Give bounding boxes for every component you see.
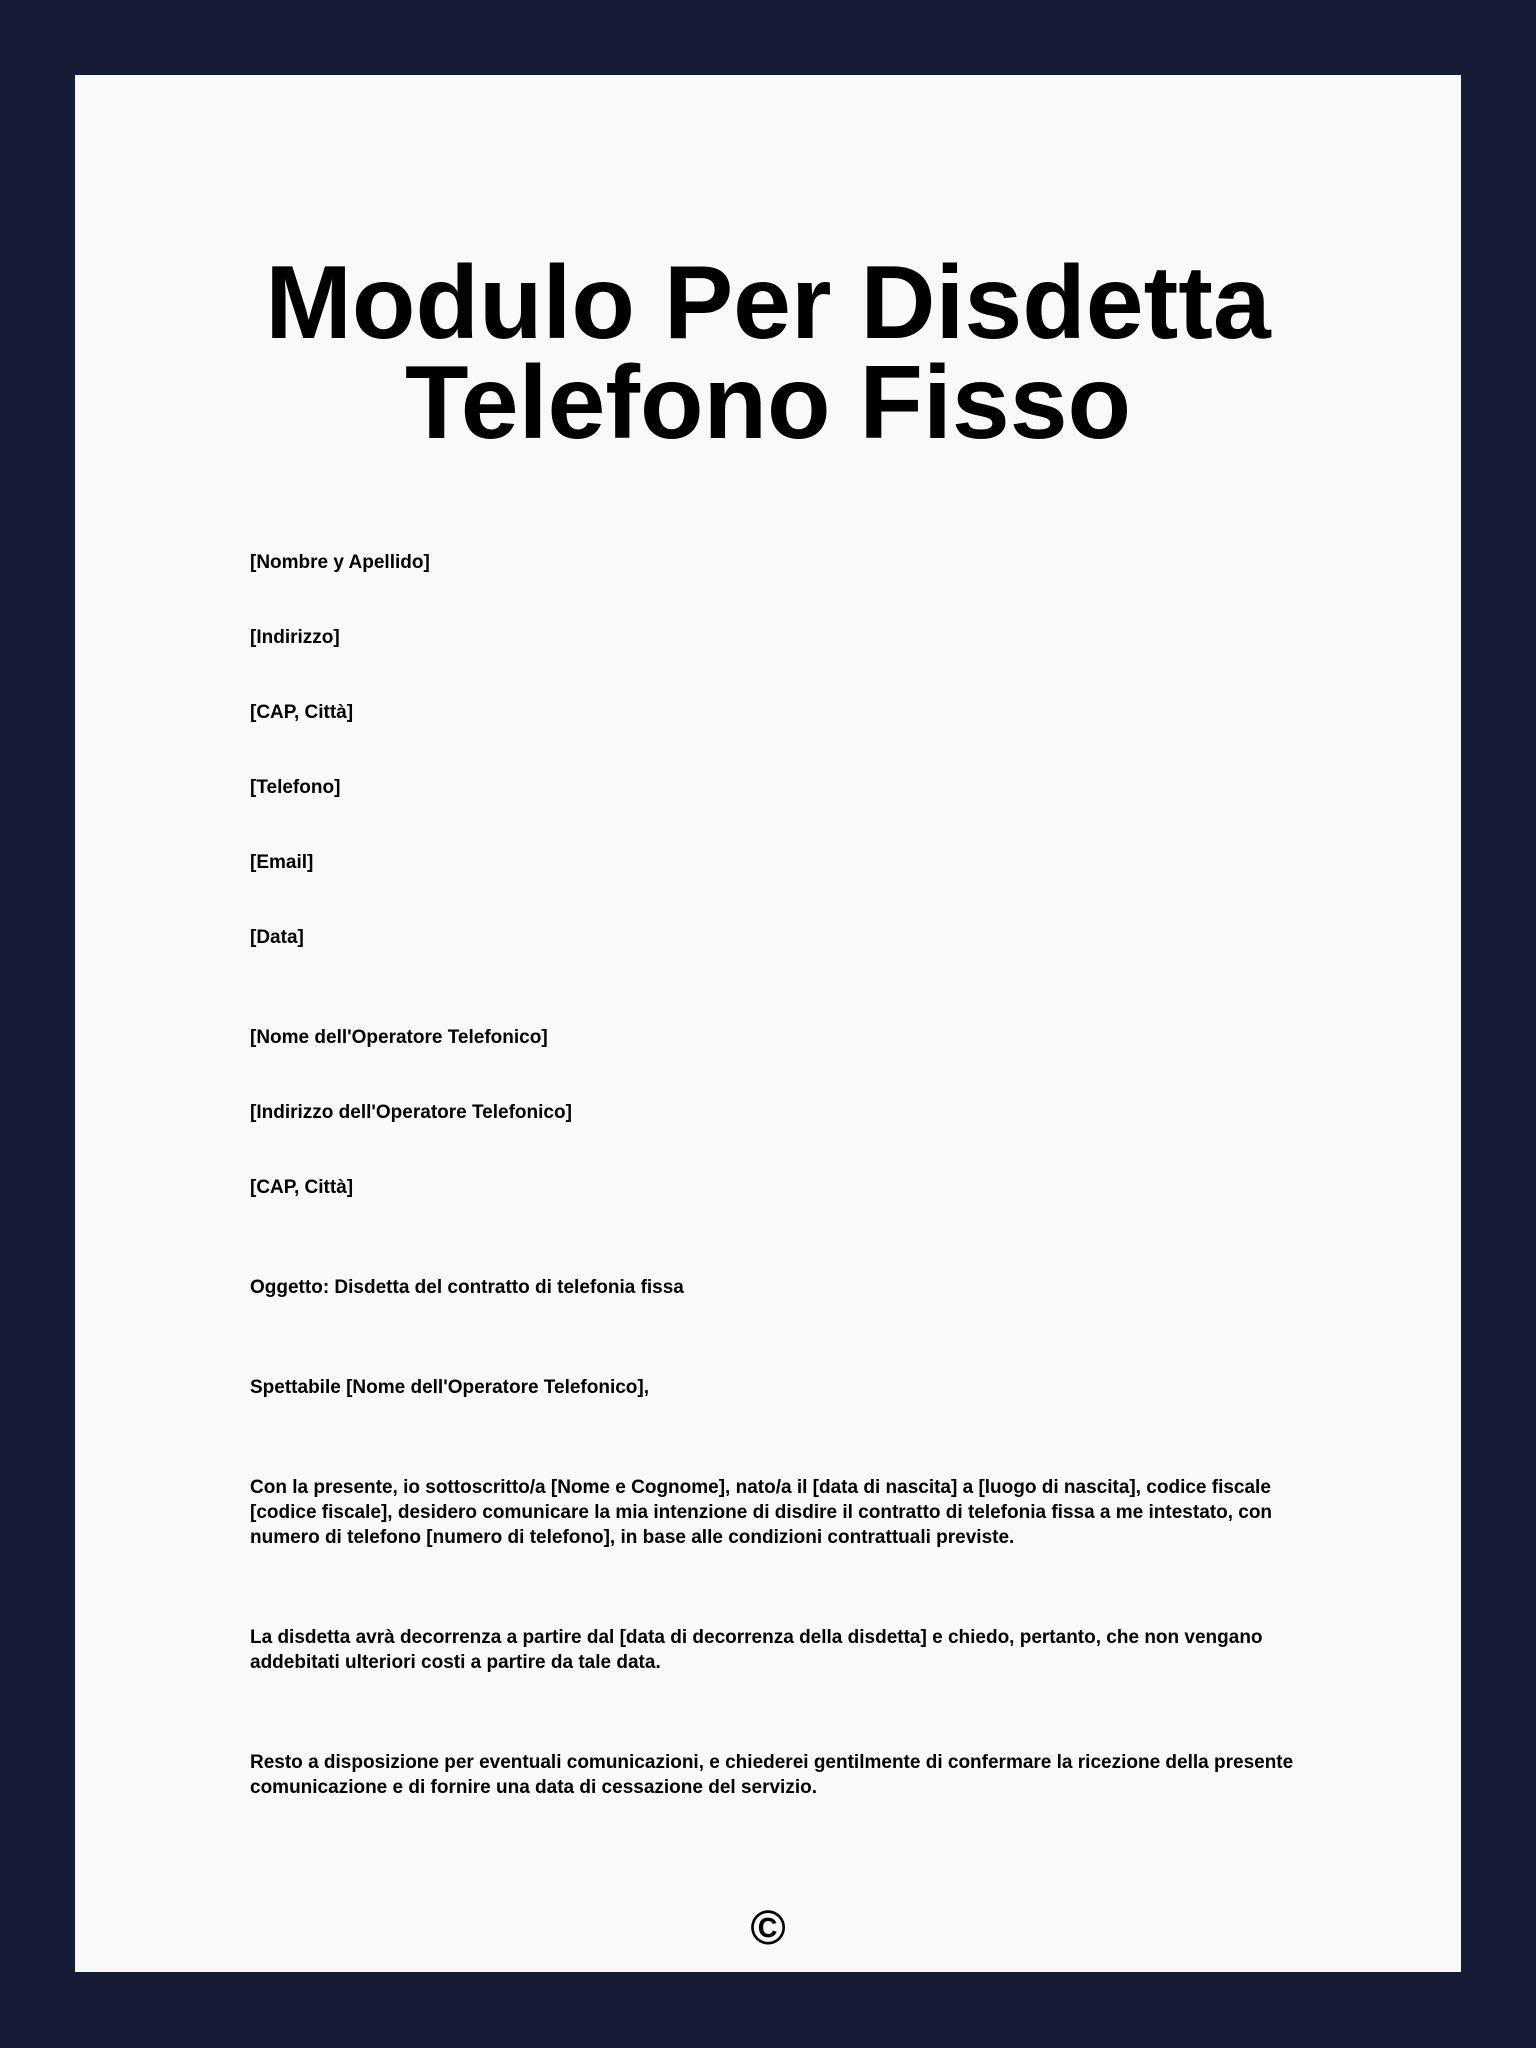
letter-salutation: Spettabile [Nome dell'Operatore Telefonico], <box>250 1377 650 1398</box>
sender-email: [Email] <box>250 852 314 873</box>
title-line-1: Modulo Per Disdetta <box>265 245 1271 361</box>
recipient-city: [CAP, Città] <box>250 1177 354 1198</box>
letter-paragraph-3: Resto a disposizione per eventuali comunicazioni, e chiederei gentilmente di confermare la ricezione della presente comunicazione e di fornire una data di cessazione del servizio. <box>250 1752 1294 1798</box>
letter-subject: Oggetto: Disdetta del contratto di telefonia fissa <box>250 1277 684 1298</box>
title-line-2: Telefono Fisso <box>404 345 1132 461</box>
document-page <box>75 75 1461 1972</box>
letter-paragraph-1: Con la presente, io sottoscritto/a [Nome e Cognome], nato/a il [data di nascita] a [luogo di nascita], codice fiscale [codice fiscale], desidero comunicare la mia intenzione di disdire il contratto di telefonia fissa a me intestato, con numero di telefono [numero di telefono], in base alle condizioni contrattuali previste. <box>250 1477 1273 1548</box>
sender-phone: [Telefono] <box>250 777 341 798</box>
sender-name: [Nombre y Apellido] <box>250 552 430 573</box>
document-title <box>75 245 1461 461</box>
letter-paragraph-2: La disdetta avrà decorrenza a partire dal [data di decorrenza della disdetta] e chiedo, pertanto, che non vengano addebitati ulteriori costi a partire da tale data. <box>250 1627 1263 1673</box>
recipient-name: [Nome dell'Operatore Telefonico] <box>250 1027 548 1048</box>
copyright-icon: © <box>750 1902 786 1955</box>
sender-date: [Data] <box>250 927 304 948</box>
sender-city: [CAP, Città] <box>250 702 354 723</box>
sender-address: [Indirizzo] <box>250 627 340 648</box>
recipient-address: [Indirizzo dell'Operatore Telefonico] <box>250 1102 572 1123</box>
